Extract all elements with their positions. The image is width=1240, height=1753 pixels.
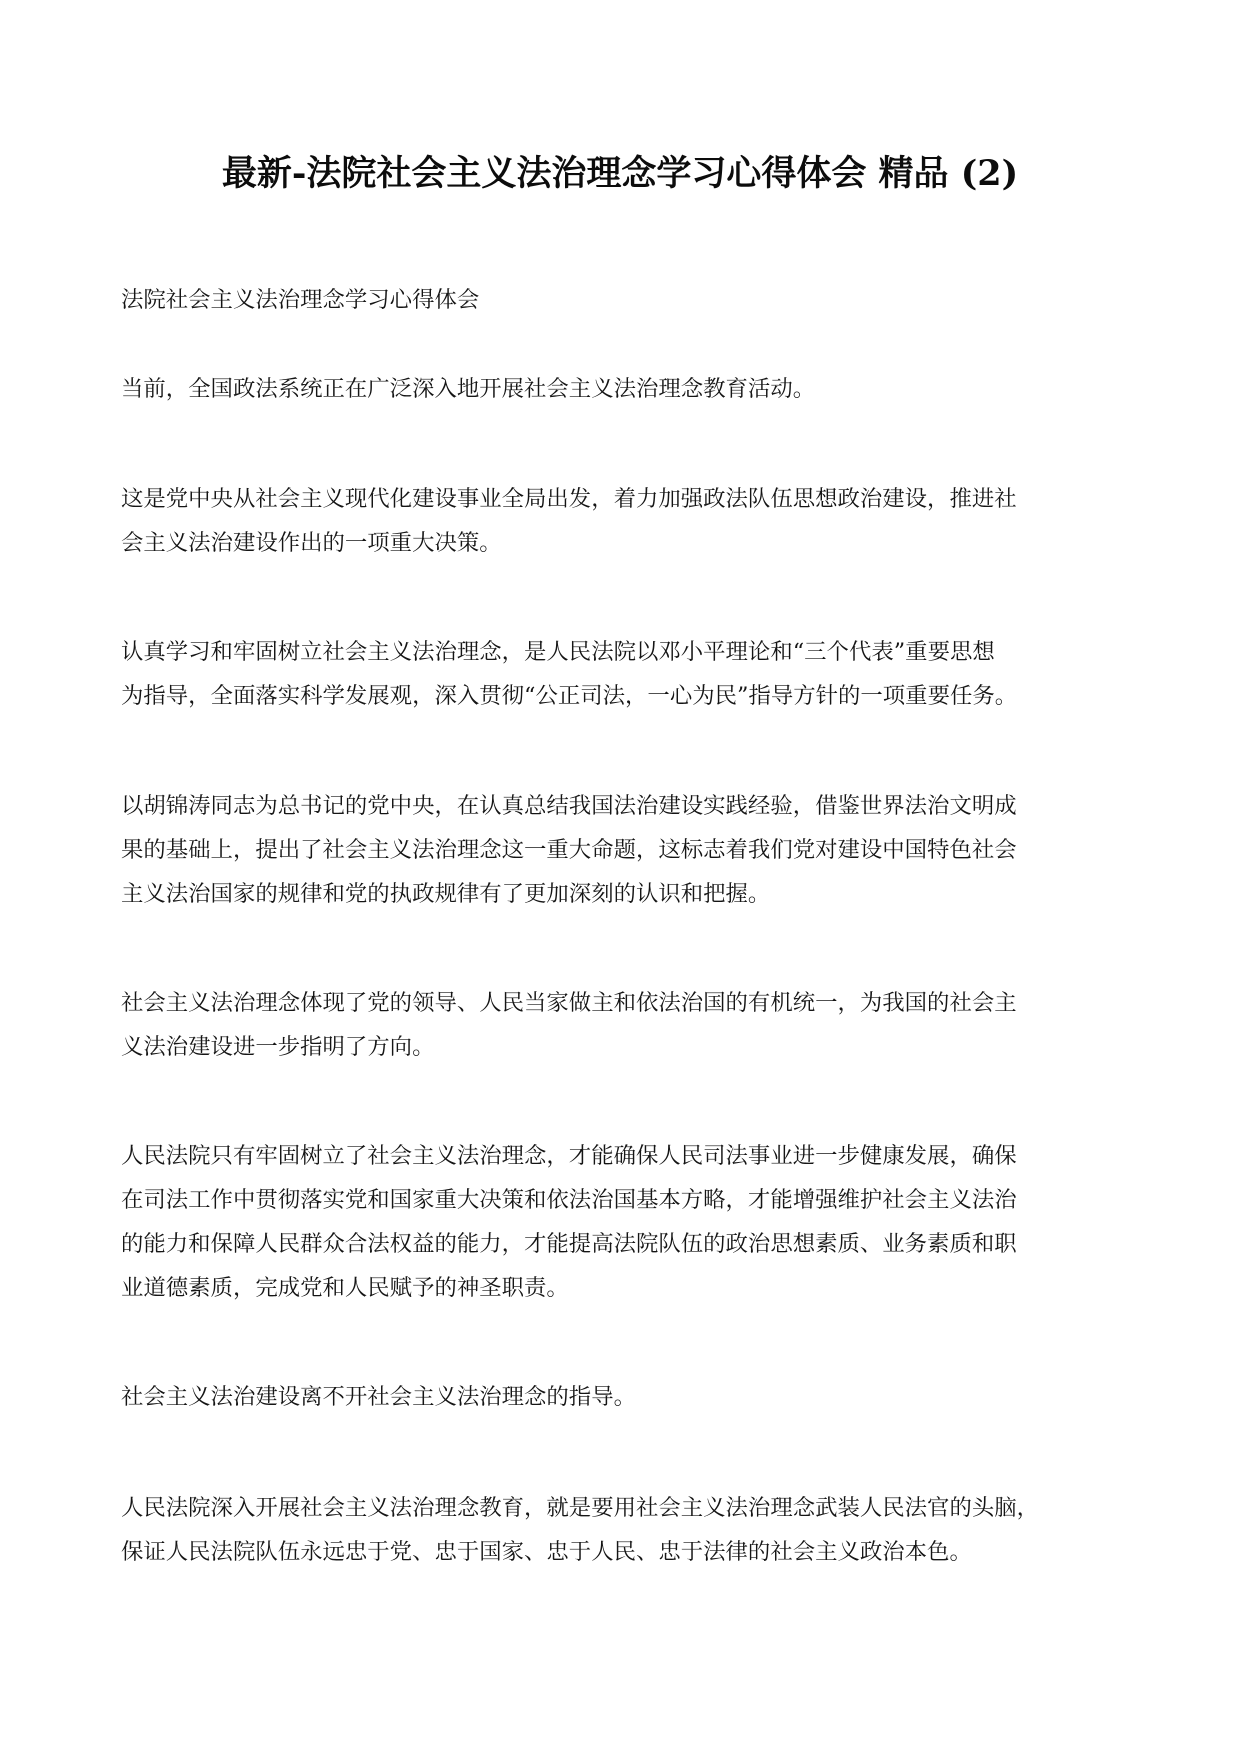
paragraph — [121, 1134, 1126, 1310]
paragraph-line: 社会主义法治理念体现了党的领导、人民当家做主和依法治国的有机统一，为我国的社会主 — [121, 990, 1017, 1016]
paragraph-line: 义法治建设进一步指明了方向。 — [121, 1034, 435, 1060]
paragraph-line: 这是党中央从社会主义现代化建设事业全局出发，着力加强政法队伍思想政治建设，推进社 — [121, 486, 1017, 512]
paragraph-line: 会主义法治建设作出的一项重大决策。 — [121, 530, 502, 556]
paragraph — [121, 477, 1126, 565]
paragraph-line: 人民法院只有牢固树立了社会主义法治理念，才能确保人民司法事业进一步健康发展，确保 — [121, 1143, 1017, 1169]
paragraph-line: 的能力和保障人民群众合法权益的能力，才能提高法院队伍的政治思想素质、业务素质和职 — [121, 1231, 1017, 1257]
paragraph — [121, 630, 1126, 718]
document-title: 最新-法院社会主义法治理念学习心得体会 精品 (2) — [221, 153, 1019, 194]
paragraph-line: 当前，全国政法系统正在广泛深入地开展社会主义法治理念教育活动。 — [121, 376, 816, 402]
paragraph-line: 为指导，全面落实科学发展观，深入贯彻“公正司法，一心为民”指导方针的一项重要任务。 — [121, 683, 1018, 709]
paragraph-line: 在司法工作中贯彻落实党和国家重大决策和依法治国基本方略，才能增强维护社会主义法治 — [121, 1187, 1017, 1213]
paragraph — [121, 784, 1126, 916]
paragraph-line: 人民法院深入开展社会主义法治理念教育，就是要用社会主义法治理念武装人民法官的头脑， — [121, 1495, 1040, 1521]
paragraph — [121, 981, 1126, 1069]
paragraph-line: 社会主义法治建设离不开社会主义法治理念的指导。 — [121, 1384, 636, 1410]
paragraph-line: 主义法治国家的规律和党的执政规律有了更加深刻的认识和把握。 — [121, 881, 771, 907]
paragraph — [121, 1375, 1126, 1419]
paragraph — [121, 367, 1126, 411]
paragraph-subtitle — [121, 278, 1126, 322]
paragraph-line: 以胡锦涛同志为总书记的党中央，在认真总结我国法治建设实践经验，借鉴世界法治文明成 — [121, 793, 1017, 819]
paragraph-line: 业道德素质，完成党和人民赋予的神圣职责。 — [121, 1275, 569, 1301]
paragraph — [121, 1486, 1126, 1574]
paragraph-line: 法院社会主义法治理念学习心得体会 — [121, 287, 480, 313]
paragraph-line: 保证人民法院队伍永远忠于党、忠于国家、忠于人民、忠于法律的社会主义政治本色。 — [121, 1539, 972, 1565]
paragraph-line: 认真学习和牢固树立社会主义法治理念，是人民法院以邓小平理论和“三个代表”重要思想 — [121, 639, 995, 665]
paragraph-line: 果的基础上，提出了社会主义法治理念这一重大命题，这标志着我们党对建设中国特色社会 — [121, 837, 1017, 863]
